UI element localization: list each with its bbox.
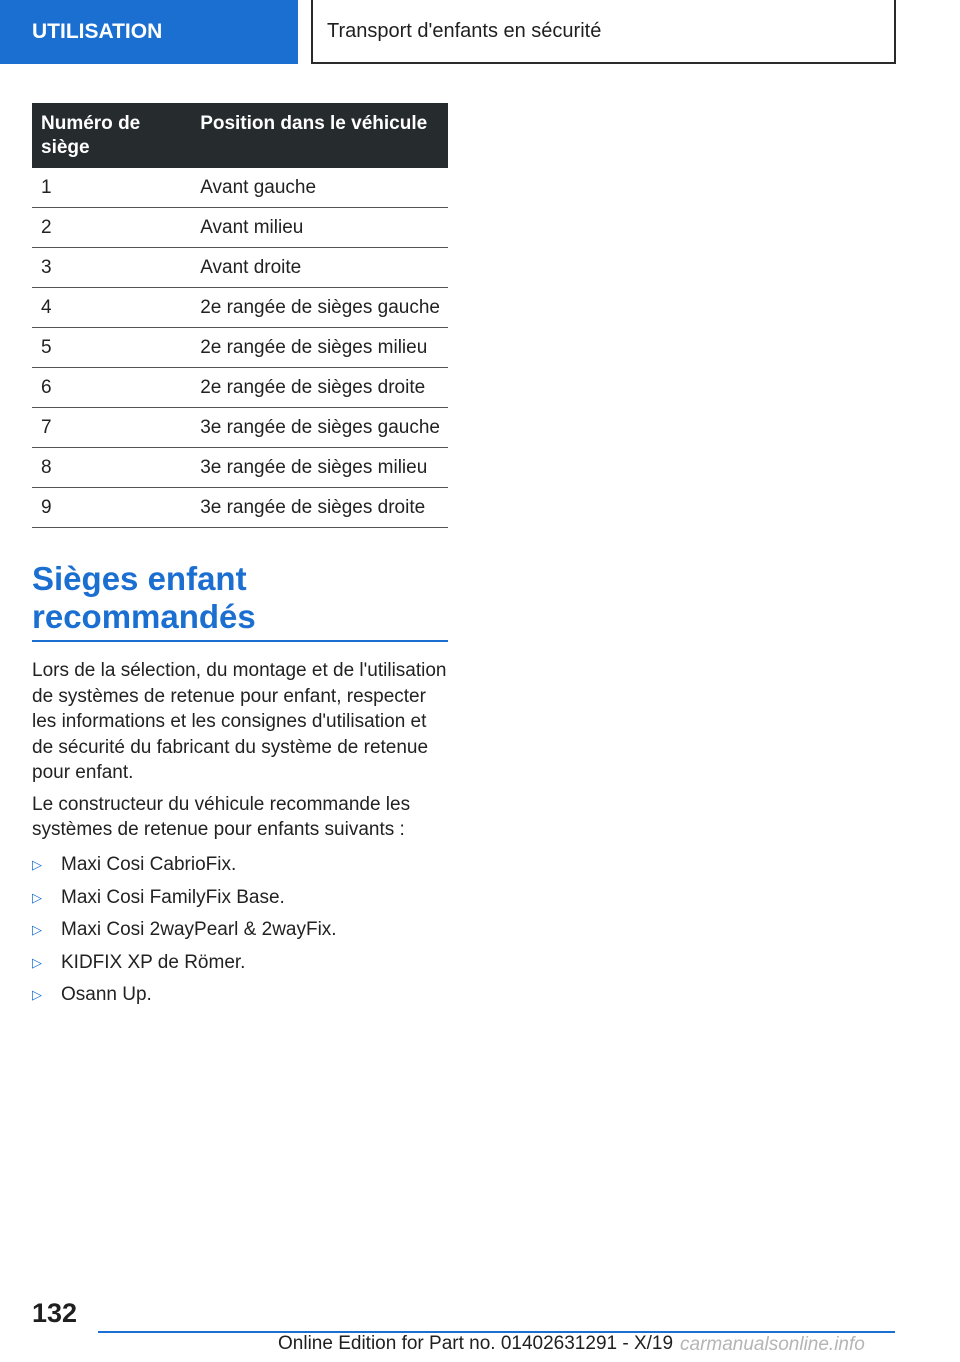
list-item-text: KIDFIX XP de Römer. xyxy=(61,951,246,973)
table-row xyxy=(32,168,448,208)
seat-number: 8 xyxy=(32,448,191,488)
triangle-right-icon: ▷ xyxy=(32,954,42,970)
seat-position: 2e rangée de sièges gauche xyxy=(191,288,448,328)
table-row xyxy=(32,288,448,328)
list-item xyxy=(32,946,448,979)
triangle-right-icon: ▷ xyxy=(32,922,42,937)
seat-position: Avant gauche xyxy=(191,168,448,208)
recommended-seats-list xyxy=(32,849,448,1012)
paragraph: Le constructeur du véhicule recommande les systèmes de retenue pour enfants suivants : xyxy=(32,793,411,840)
seat-position: Avant droite xyxy=(191,248,448,288)
table-row xyxy=(32,448,448,488)
seat-number: 1 xyxy=(32,168,191,208)
seat-position-table xyxy=(32,103,448,528)
list-item-text: Maxi Cosi FamilyFix Base. xyxy=(61,886,285,908)
section-heading: Sièges enfant recommandés xyxy=(32,560,448,642)
list-item xyxy=(32,849,448,882)
seat-position: 2e rangée de sièges milieu xyxy=(191,328,448,368)
list-item-text: Maxi Cosi 2wayPearl & 2wayFix. xyxy=(61,919,337,940)
table-row xyxy=(32,408,448,448)
seat-position: Avant milieu xyxy=(191,208,448,248)
header-title: Transport d'enfants en sécurité xyxy=(327,19,602,42)
list-item xyxy=(32,914,448,947)
triangle-right-icon: ▷ xyxy=(32,889,42,905)
page-number: 132 xyxy=(32,1298,78,1328)
footer-edition: Online Edition for Part no. 01402631291 - X/19 xyxy=(278,1333,674,1354)
seat-number: 9 xyxy=(32,488,191,528)
watermark: carmanualsonline.info xyxy=(680,1334,865,1355)
paragraph: Lors de la sélection, du montage et de l'utilisation de systèmes de retenue pour enfant, respecter les informations et les consignes d'utilisation et de sécurité du fabricant du système de retenue pour enfant. xyxy=(32,660,447,783)
table-header-row xyxy=(32,103,448,168)
list-item-text: Maxi Cosi CabrioFix. xyxy=(61,854,237,875)
table-header-seat-number: Numéro de siège xyxy=(32,103,191,168)
seat-number: 5 xyxy=(32,328,191,368)
section-body xyxy=(32,658,448,1011)
table-row xyxy=(32,328,448,368)
seat-number: 7 xyxy=(32,408,191,448)
table-header-position: Position dans le véhicule xyxy=(191,103,448,168)
list-item-text: Osann Up. xyxy=(61,984,152,1005)
seat-number: 6 xyxy=(32,368,191,408)
table-row xyxy=(32,488,448,528)
list-item xyxy=(32,979,448,1012)
seat-number: 3 xyxy=(32,248,191,288)
seat-position: 3e rangée de sièges droite xyxy=(191,488,448,528)
seat-position: 3e rangée de sièges gauche xyxy=(191,408,448,448)
seat-position: 2e rangée de sièges droite xyxy=(191,368,448,408)
list-item xyxy=(32,881,448,914)
triangle-right-icon: ▷ xyxy=(32,987,42,1002)
table-row xyxy=(32,368,448,408)
header-section-label: UTILISATION xyxy=(32,20,163,43)
table-row xyxy=(32,248,448,288)
header-title-box xyxy=(311,0,896,64)
seat-position: 3e rangée de sièges milieu xyxy=(191,448,448,488)
seat-number: 4 xyxy=(32,288,191,328)
header-section-tab xyxy=(0,0,298,64)
seat-number: 2 xyxy=(32,208,191,248)
triangle-right-icon: ▷ xyxy=(32,857,42,872)
table-row xyxy=(32,208,448,248)
